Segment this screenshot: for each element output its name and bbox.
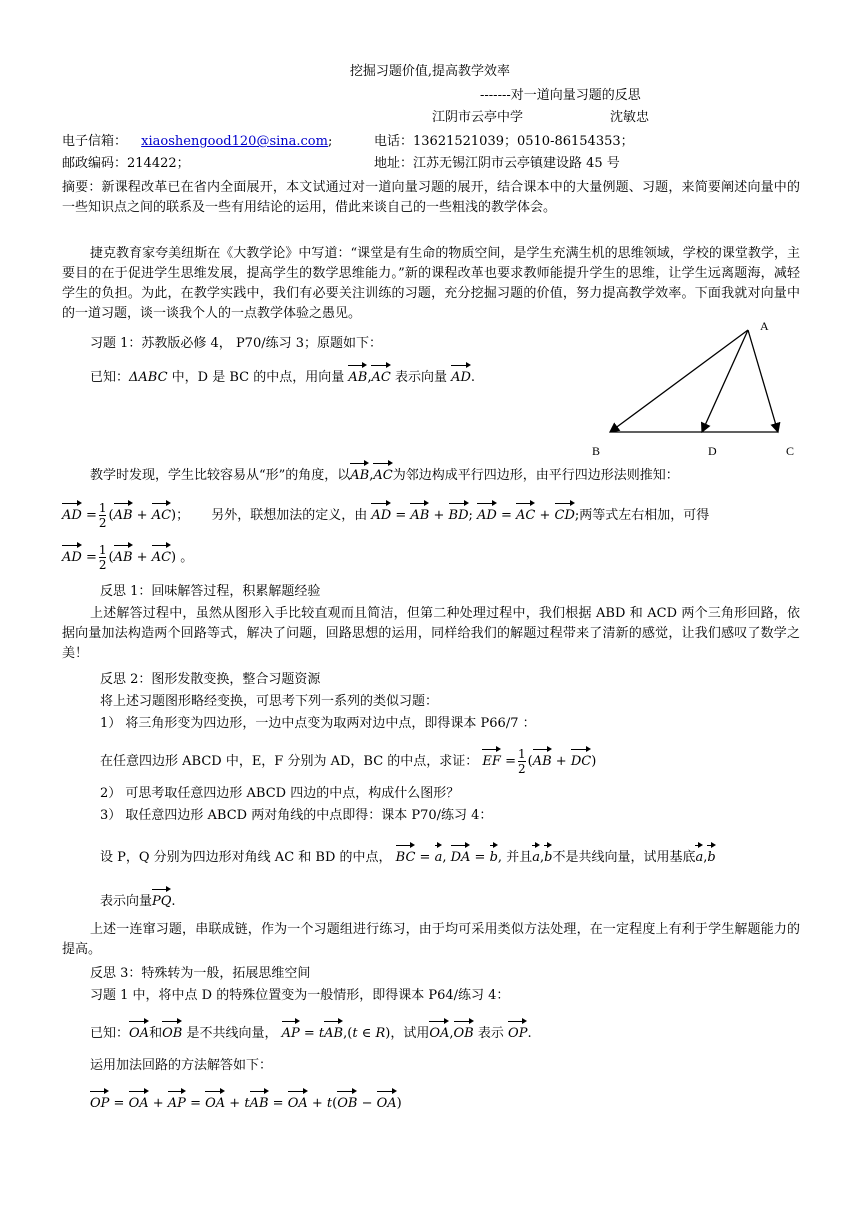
vec-AB-7: AB [324,1018,343,1044]
r3-post: ，试用 [390,1026,430,1041]
item-3-represent-text: 表示向量 [100,894,153,909]
r3-pre: 已知： [90,1026,130,1041]
email-sep: ; [327,134,333,149]
email-label: 电子信箱： [62,134,128,149]
r3-post2: 表示 [477,1026,504,1041]
vec-AD-2: AD [62,500,82,526]
reflection-2-item-3: 3） 取任意四边形 ABCD 两对角线的中点即得：课本 P70/练习 4： [100,808,493,823]
vec-AD-4: AD [477,500,497,526]
formula-line-1: AD = $\frac{1}{2}$ (AB + AC)； 另外，联想加法的定义，由 AD = AB + BD; AD = AC + CD;两等式左右相加，可得 [62,501,710,530]
reflection-2-item-3-represent: 表示向量PQ. [100,886,176,912]
label-D: D [708,444,717,458]
vec-PQ: PQ [152,886,171,912]
vec-OP-2: OP [90,1088,109,1114]
teach-2: 为邻边构成平行四边形，由平行四边形法则推知： [392,468,679,483]
vec-a-3: a [695,842,703,868]
reflection-2-item-1: 1） 将三角形变为四边形，一边中点变为取两对边中点，即得课本 P66/7 ： [100,716,536,731]
vec-OB-3: OB [337,1088,357,1114]
ex1-mid: 中，D 是 BC 的中点，用向量 [167,370,349,385]
label-A: A [760,319,769,333]
page-title: 挖掘习题价值,提高教学效率 [349,64,511,79]
vec-OA: OA [129,1018,149,1044]
vec-OP: OP [508,1018,527,1044]
other-1: 另外，联想加法的定义，由 [211,508,368,523]
triangle-symbol: ΔABC [129,370,168,385]
item-1-text: 在任意四边形 ABCD 中，E，F 分别为 AD，BC 的中点，求证： [100,754,479,769]
vec-AB-2: AB [350,460,369,486]
reflection-2-title: 反思 2：图形发散变换，整合习题资源 [100,672,321,687]
arrow-AB [610,330,748,432]
vec-OA-6: OA [377,1088,397,1114]
vec-AD-5: AD [62,542,82,568]
exercise-1-label: 习题 1：苏教版必修 4， P70/练习 3；原题如下： [90,336,383,351]
vec-AC-3: AC [152,500,171,526]
teach-1: 教学时发现，学生比较容易从“形”的角度，以 [90,468,351,483]
vec-AB-8: AB [250,1088,269,1114]
chain-paragraph: 上述一连窜习题，串联成链，作为一个习题组进行练习，由于均可采用类似方法处理，在一定程度上有利于学生解题能力的提高。 [62,922,800,957]
vec-AP-2: AP [168,1088,186,1114]
ex1-post: 表示向量 [390,370,452,385]
reflection-2-intro: 将上述习题图形略经变换，可思考下列一系列的类似习题： [100,694,439,709]
reflection-1-title: 反思 1：回味解答过程，积累解题经验 [100,584,321,599]
reflection-3-statement: 已知：OA和OB 是不共线向量， AP = tAB,(t ∈ R)，试用OA,OB 表示 OP. [90,1018,532,1044]
vec-BC: BC [396,842,416,868]
vec-DC: DC [571,746,591,772]
vec-AB-5: AB [114,542,133,568]
item-3-and: 并且 [506,850,533,865]
arrow-AD [702,330,748,432]
other-2: 两等式左右相加，可得 [579,508,710,523]
vec-BD: BD [449,500,469,526]
reflection-1-body: 上述解答过程中，虽然从图形入手比较直观而且简洁，但第二种处理过程中，我们根据 ABD 和 ACD 两个三角形回路，依据向量加法构造两个回路等式，解决了问题，回路思想的运用，同样给我们的解题过程带来了清新的感觉，让我们感叹了数学之美！ [62,606,800,661]
teaching-line: 教学时发现，学生比较容易从“形”的角度，以AB,AC为邻边构成平行四边形，由平行四边形法则推知： [90,460,679,486]
vec-b-2: b [544,842,552,868]
vec-CD: CD [555,500,575,526]
vec-AC: AC [371,362,390,388]
arrow-AC [748,330,778,432]
postcode: 邮政编码：214422； [62,156,190,171]
vec-OB: OB [162,1018,182,1044]
author: 沈敏忠 [610,110,650,125]
reflection-2-item-2: 2） 可思考取任意四边形 ABCD 四边的中点，构成什么图形？ [100,786,460,801]
vec-AC-2: AC [373,460,392,486]
vec-OA-5: OA [288,1088,308,1114]
item-3-text: 设 P，Q 分别为四边形对角线 AC 和 BD 的中点， [100,850,392,865]
vec-AP: AP [282,1018,300,1044]
intro-paragraph: 捷克教育家夸美纽斯在《大教学论》中写道：“课堂是有生命的物质空间，是学生充满生机的思维领域，学校的课堂教学，主要目的在于促进学生思维发展，提高学生的数学思维能力。”新的课程改革也要求教师能提升学生的思维，让学生远离题海，减轻学生的负担。为此，在教学实践中，我们有必要关注训练的习题，充分挖掘习题的价值，努力提高教学效率。下面我就对向量中的一道习题，谈一谈我个人的一点教学体验之愚见。 [62,246,800,321]
email-link[interactable]: xiaoshengood120@sina.com [141,134,328,149]
vec-AC-4: AC [516,500,535,526]
vec-EF: EF [482,746,501,772]
fraction-half-2: $\frac{1}{2}$ [98,543,107,572]
ex1-pre: 已知： [90,370,130,385]
reflection-2-item-1-statement: 在任意四边形 ABCD 中，E，F 分别为 AD，BC 的中点，求证： EF = $\frac{1}{2}$ (AB + DC) [100,747,597,776]
vec-OA-3: OA [129,1088,149,1114]
exercise-1-statement: 已知：ΔABC 中，D 是 BC 的中点，用向量 AB,AC 表示向量 AD. [90,362,475,388]
item-3-basis: 不是共线向量，试用基底 [552,850,696,865]
abstract: 摘要：新课程改革已在省内全面展开，本文试通过对一道向量习题的展开，结合课本中的大量例题、习题，来简要阐述向量中的一些知识点之间的联系及一些有用结论的运用，借此来谈自己的一些粗浅的教学体会。 [62,180,800,215]
vec-a: a [435,842,443,868]
label-C: C [786,444,795,458]
vec-OB-2: OB [454,1018,474,1044]
school: 江阴市云亭中学 [432,110,524,125]
email-line [62,132,332,152]
subtitle: -------对一道向量习题的反思 [480,88,641,103]
formula-line-2: AD = $\frac{1}{2}$ (AB + AC) 。 [62,543,194,572]
reflection-3-intro: 习题 1 中，将中点 D 的特殊位置变为一般情形，即得课本 P64/练习 4： [90,988,510,1003]
vec-AD-3: AD [371,500,391,526]
reflection-2-item-3-statement: 设 P，Q 分别为四边形对角线 AC 和 BD 的中点， BC = a, DA = b, 并且a,b不是共线向量，试用基底a,b [100,842,716,868]
triangle-figure [590,318,810,468]
vec-a-2: a [532,842,540,868]
address: 地址：江苏无锡江阴市云亭镇建设路 45 号 [374,156,620,171]
fraction-half-3: $\frac{1}{2}$ [517,747,526,776]
label-B: B [592,444,601,458]
phone: 电话：13621521039；0510-86154353； [374,134,634,149]
vec-AB-4: AB [410,500,429,526]
vec-OA-2: OA [429,1018,449,1044]
vec-AB-3: AB [114,500,133,526]
vec-AB: AB [348,362,367,388]
reflection-3-formula: OP = OA + AP = OA + tAB = OA + t(OB − OA) [90,1088,402,1114]
vec-b-3: b [707,842,715,868]
vec-AB-6: AB [533,746,552,772]
vec-DA: DA [451,842,471,868]
vec-OA-4: OA [205,1088,225,1114]
reflection-3-title: 反思 3：特殊转为一般，拓展思维空间 [90,966,311,981]
vec-AC-5: AC [152,542,171,568]
vec-b: b [490,842,498,868]
fraction-half: $\frac{1}{2}$ [98,501,107,530]
vec-AD: AD [451,362,471,388]
reflection-3-method: 运用加法回路的方法解答如下： [90,1058,273,1073]
r3-mid: 是不共线向量， [186,1026,278,1041]
